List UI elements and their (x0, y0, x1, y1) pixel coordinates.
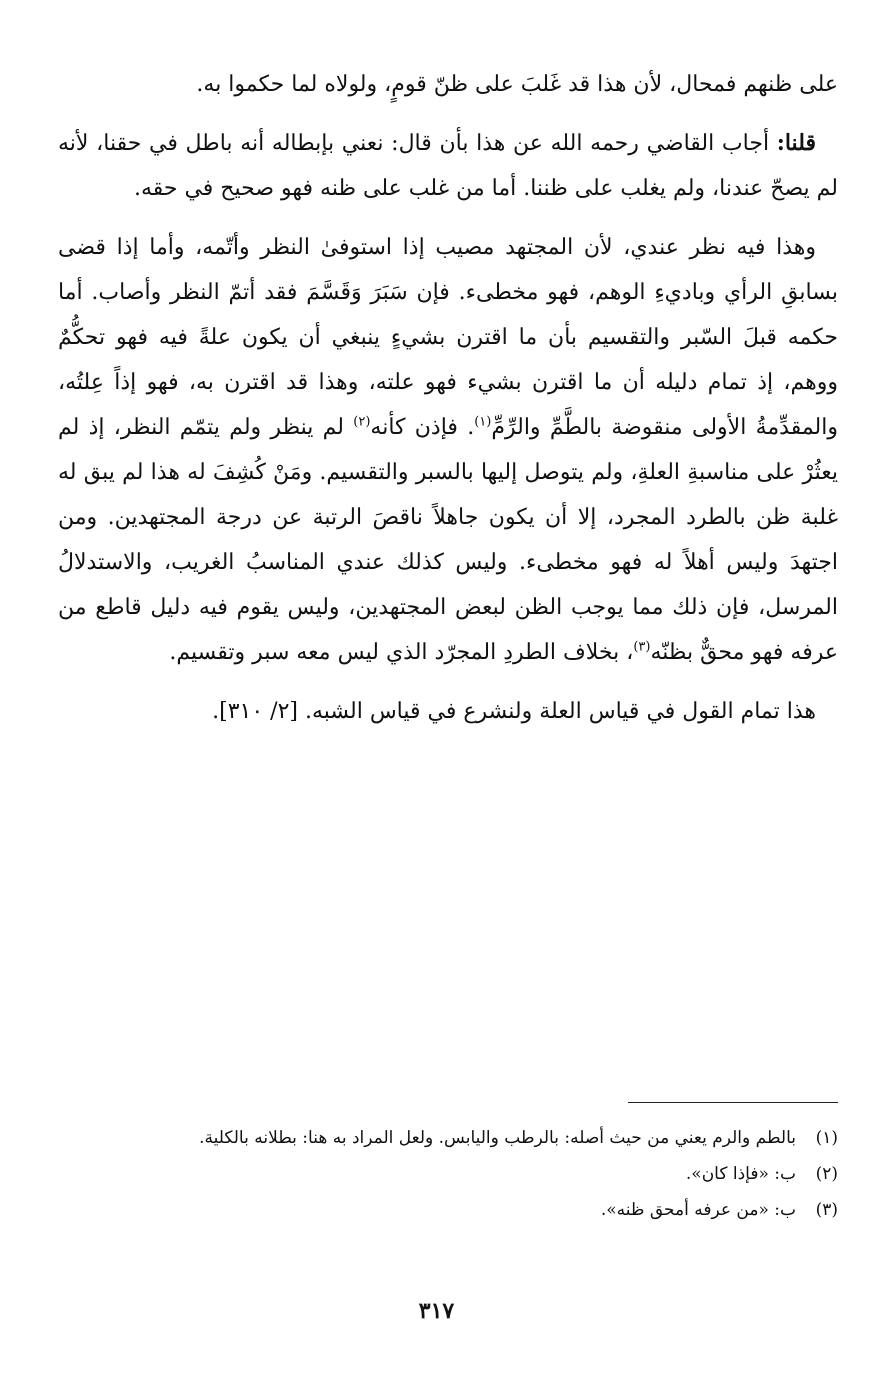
footnote-1 (48, 1120, 838, 1156)
footnote-text: ب: «فإذا كان». (685, 1164, 796, 1184)
footnote-ref-3[interactable]: (٣) (633, 639, 651, 655)
footnote-3 (48, 1192, 838, 1228)
paragraph-4-text: هذا تمام القول في قياس العلة ولنشرع في قياس الشبه. [٢/ ٣١٠]. (212, 699, 816, 724)
page-body (58, 62, 838, 734)
footnote-number: (١) (815, 1128, 838, 1148)
paragraph-2-text: أجاب القاضي رحمه الله عن هذا بأن قال: نعني بإبطاله أنه باطل في حقنا، لأنه لم يصحّ عندنا، ولم يغلب على ظننا. أما من غلب على ظنه فهو صحيح في حقه. (58, 131, 838, 201)
paragraph-1-text: على ظنهم فمحال، لأن هذا قد غَلبَ على ظنّ قومٍ، ولولاه لما حكموا به. (196, 72, 838, 97)
footnote-2 (48, 1156, 838, 1192)
paragraph-2 (58, 121, 838, 211)
footnote-ref-1[interactable]: (١) (474, 414, 492, 430)
footnote-text: ب: «من عرفه أمحق ظنه». (600, 1200, 796, 1220)
footnote-divider (628, 1102, 838, 1103)
paragraph-3-text-3: لم ينظر ولم يتمّم النظر، إذ لم يعثُرْ على مناسبةِ العلةِ، ولم يتوصل إليها بالسبر والتقسيم. ومَنْ كُشِفَ له هذا لم يبق له غلبة ظن بالطرد المجرد، إلا أن يكون جاهلاً ناقصَ الرتبة عن درجة المجتهدين. ومن اجتهدَ وليس أهلاً له فهو مخطىء. وليس كذلك عندي المناسبُ الغريب، والاستدلالُ المرسل، فإن ذلك مما يوجب الظن لبعض المجتهدين، وليس يقوم فيه دليل قاطع من عرفه فهو محقٌّ بظنّه (58, 415, 838, 665)
paragraph-4 (58, 689, 838, 734)
footnote-number: (٢) (815, 1164, 838, 1184)
paragraph-1 (58, 62, 838, 107)
paragraph-3-text-4: ، بخلاف الطردِ المجرّد الذي ليس معه سبر وتقسيم. (169, 640, 634, 665)
footnote-ref-2[interactable]: (٢) (353, 414, 371, 430)
footnote-text: بالطم والرم يعني من حيث أصله: بالرطب واليابس. ولعل المراد به هنا: بطلانه بالكلية. (199, 1128, 796, 1148)
paragraph-3 (58, 225, 838, 675)
page-number: ٣١٧ (418, 1298, 455, 1324)
footnotes (48, 1120, 838, 1228)
paragraph-3-text-1: وهذا فيه نظر عندي، لأن المجتهد مصيب إذا استوفىٰ النظر وأتّمه، وأما إذا قضى بسابقِ الرأي وباديءِ الوهم، فهو مخطىء. فإن سَبَرَ وَقَسَّمَ فقد أتمّ النظر وأصاب. أما حكمه قبلَ السّبر والتقسيم بأن ما اقترن بشيءٍ ينبغي أن يكون علةً فيه فهو تحكُّمٌ ووهم، إذ تمام دليله أن ما اقترن بشيء فهو علته، وهذا قد اقترن به، فهو إذاً عِلتُه، والمقدِّمةُ الأولى منقوضة بالطَّمِّ والرِّمِّ (58, 235, 839, 440)
paragraph-2-lead: قلنا: (776, 130, 816, 156)
footnote-number: (٣) (815, 1200, 838, 1220)
paragraph-3-text-2: . فإذن كأنه (370, 415, 475, 440)
